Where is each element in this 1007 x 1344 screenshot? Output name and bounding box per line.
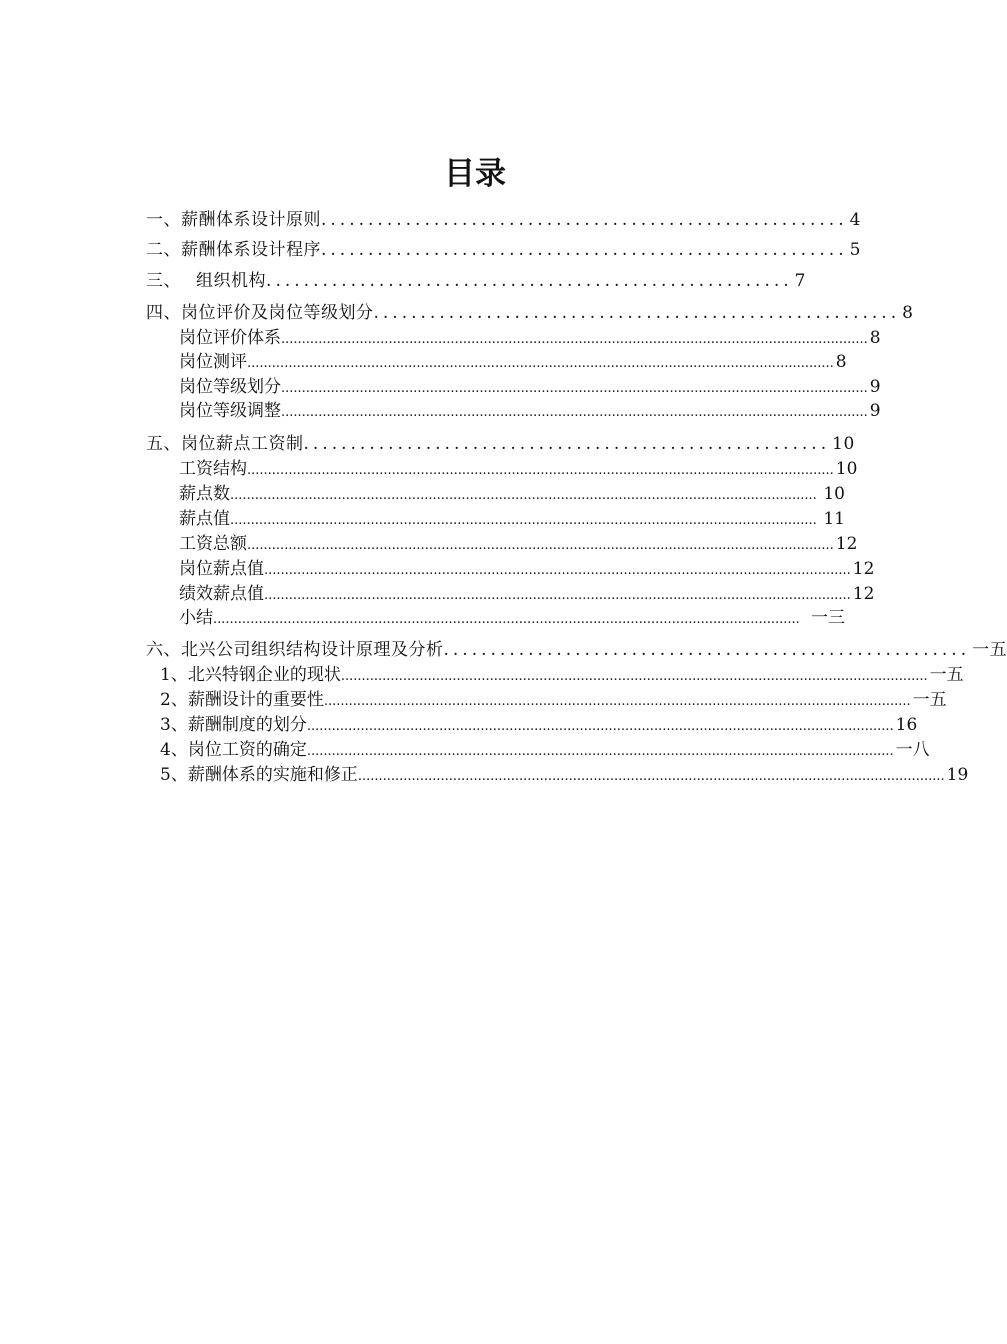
toc-entry-text: 1、北兴特钢企业的现状 — [160, 665, 341, 685]
toc-entry-text: 薪点值 — [179, 509, 230, 529]
toc-entry-number: 三、 — [146, 271, 181, 291]
toc-entry-text: 岗位薪点值 — [179, 559, 264, 579]
toc-entry-number: 六、 — [146, 640, 181, 660]
toc-subentry[interactable] — [179, 399, 881, 424]
toc-leader-dots: .............................................................................................................................................. — [357, 769, 945, 784]
toc-entry[interactable] — [146, 300, 914, 326]
toc-entry-page: 9 — [869, 401, 881, 421]
toc-entry-page: 10 — [823, 484, 845, 504]
toc-leader-dots: ........................................................ — [303, 434, 831, 454]
toc-leader-dots: .............................................................................................................................................. — [281, 381, 868, 396]
toc-entry-text: 岗位评价及岗位等级划分 — [181, 303, 374, 323]
toc-entry-page: 12 — [852, 584, 875, 604]
toc-entry-text: 3、薪酬制度的划分 — [160, 715, 307, 735]
toc-entry-page: 11 — [823, 509, 845, 529]
toc-subentry[interactable] — [160, 663, 964, 688]
toc-leader-dots: ........................................................ — [373, 303, 901, 323]
toc-entry-text: 组织机构 — [196, 271, 267, 291]
toc-subentry[interactable] — [160, 763, 969, 788]
toc-entry-page: 8 — [835, 352, 847, 372]
toc-subentry[interactable] — [179, 557, 875, 582]
toc-leader-dots: .............................................................................................................................................. — [247, 538, 834, 553]
toc-subentry[interactable] — [160, 713, 918, 738]
toc-subentry[interactable] — [179, 606, 845, 631]
toc-entry-text: 工资结构 — [179, 459, 247, 479]
toc-entry-text: 岗位测评 — [179, 352, 247, 372]
toc-leader-dots: .............................................................................................................................................. — [264, 563, 851, 578]
toc-entry-text: 薪酬体系设计原则 — [181, 210, 321, 230]
toc-leader-dots: .............................................................................................................................................. — [230, 513, 817, 528]
toc-entry-page: 7 — [794, 271, 806, 291]
toc-entry-text: 北兴公司组织结构设计原理及分析 — [181, 640, 444, 660]
toc-entry-page: 一八 — [895, 740, 930, 760]
toc-entry-text: 薪酬体系设计程序 — [181, 240, 321, 260]
toc-entry-page: 12 — [835, 534, 858, 554]
toc-subentry[interactable] — [179, 375, 881, 400]
toc-leader-dots: .............................................................................................................................................. — [340, 669, 928, 684]
toc-subentry[interactable] — [179, 350, 845, 375]
toc-entry-text: 5、薪酬体系的实施和修正 — [160, 765, 358, 785]
toc-entry-number: 四、 — [146, 303, 181, 323]
toc-entry[interactable] — [146, 237, 861, 263]
toc-entry-text: 岗位等级划分 — [179, 377, 281, 397]
toc-entry[interactable] — [146, 207, 861, 233]
toc-entry-text: 4、岗位工资的确定 — [160, 740, 307, 760]
toc-leader-dots: .............................................................................................................................................. — [230, 488, 817, 503]
toc-entry-text: 岗位等级调整 — [179, 401, 281, 421]
toc-entry-number: 二、 — [146, 240, 181, 260]
toc-entry-text: 小结 — [179, 608, 213, 628]
toc-entry-number: 一、 — [146, 210, 181, 230]
page-title: 目录 — [444, 156, 506, 192]
toc-subentry[interactable] — [160, 688, 947, 713]
toc-entry-page: 4 — [849, 210, 861, 230]
toc-entry-text: 岗位评价体系 — [179, 328, 281, 348]
toc-leader-dots: ........................................................ — [321, 210, 848, 230]
toc-subentry[interactable] — [179, 532, 858, 557]
toc-entry-text: 薪点数 — [179, 484, 230, 504]
toc-subentry[interactable] — [179, 457, 858, 482]
toc-leader-dots: .............................................................................................................................................. — [247, 356, 834, 371]
toc-entry-page: 一五 — [929, 665, 964, 685]
toc-subentry[interactable] — [160, 738, 930, 763]
toc-leader-dots: .............................................................................................................................................. — [306, 744, 894, 759]
toc-leader-dots: ........................................................ — [321, 240, 848, 260]
toc-entry-text: 绩效薪点值 — [179, 584, 264, 604]
toc-entry[interactable] — [146, 268, 806, 294]
toc-leader-dots: .............................................................................................................................................. — [281, 332, 868, 347]
toc-entry-text: 岗位薪点工资制 — [181, 434, 304, 454]
toc-leader-dots: ........................................................ — [443, 640, 971, 660]
toc-entry-text: 工资总额 — [179, 534, 247, 554]
toc-entry-page: 一五 — [972, 640, 1007, 660]
toc-entry-page: 12 — [852, 559, 875, 579]
toc-entry-page: 16 — [895, 715, 918, 735]
toc-subentry[interactable] — [179, 482, 845, 507]
toc-leader-dots: .............................................................................................................................................. — [213, 612, 800, 627]
toc-entry[interactable] — [146, 637, 1007, 663]
toc-subentry[interactable] — [179, 582, 875, 607]
toc-leader-dots: .............................................................................................................................................. — [323, 694, 911, 709]
toc-entry-page: 5 — [849, 240, 861, 260]
toc-entry[interactable] — [146, 431, 855, 457]
toc-leader-dots: .............................................................................................................................................. — [306, 719, 894, 734]
toc-entry-page: 10 — [835, 459, 858, 479]
toc-entry-page: 8 — [902, 303, 914, 323]
toc-entry-text: 2、薪酬设计的重要性 — [160, 690, 324, 710]
toc-leader-dots: ........................................................ — [266, 271, 793, 291]
toc-entry-page: 8 — [869, 328, 881, 348]
toc-entry-page: 9 — [869, 377, 881, 397]
toc-entry-page: 10 — [832, 434, 855, 454]
toc-entry-page: 一五 — [912, 690, 947, 710]
toc-entry-page: 19 — [946, 765, 969, 785]
toc-subentry[interactable] — [179, 507, 845, 532]
toc-subentry[interactable] — [179, 326, 881, 351]
toc-entry-number: 五、 — [146, 434, 181, 454]
toc-entry-page: 一三 — [811, 608, 845, 628]
toc-leader-dots: .............................................................................................................................................. — [247, 463, 834, 478]
toc-leader-dots: .............................................................................................................................................. — [264, 588, 851, 603]
toc-leader-dots: .............................................................................................................................................. — [281, 405, 868, 420]
